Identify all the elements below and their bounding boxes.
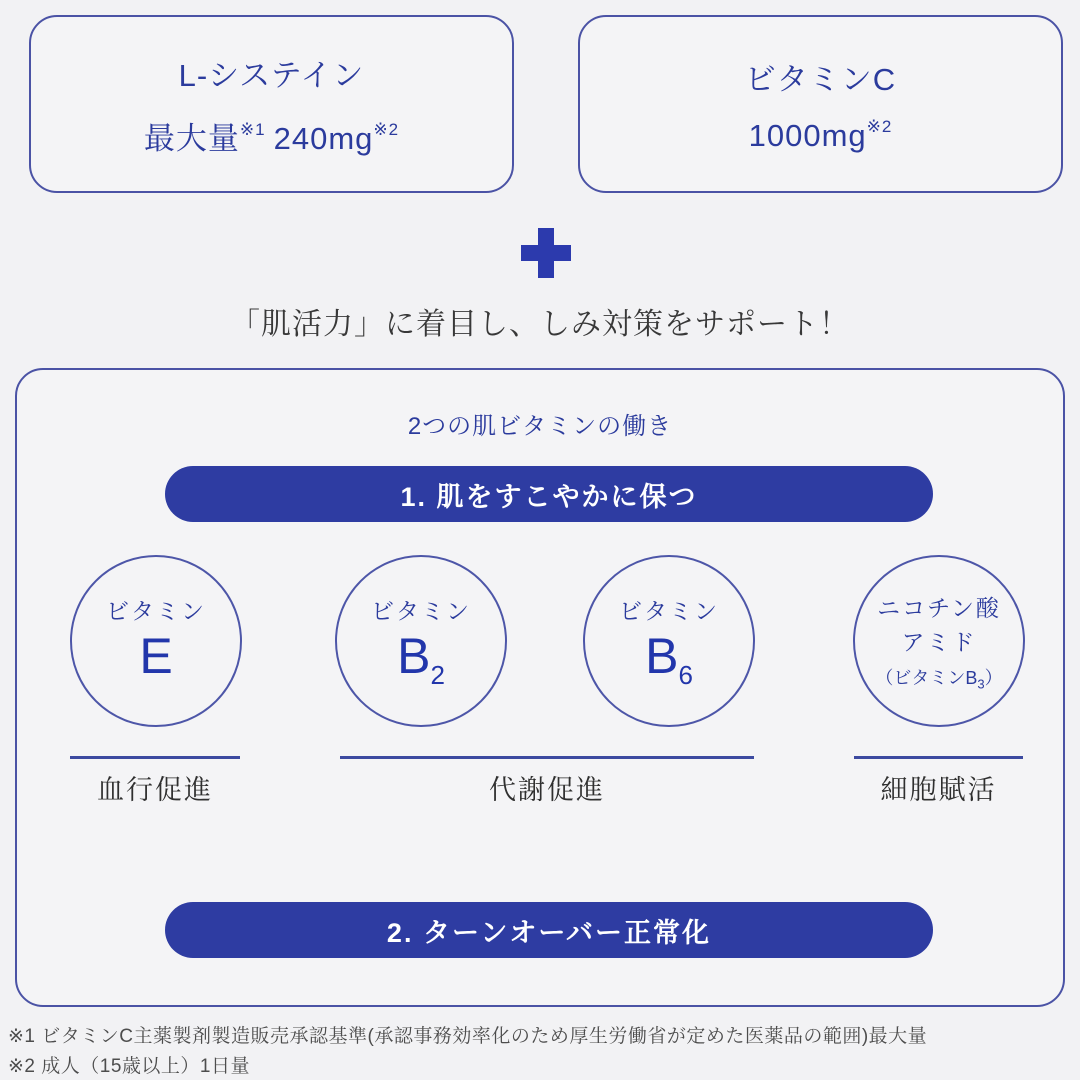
panel-title: 2つの肌ビタミンの働き	[407, 413, 673, 440]
ingredient-amount	[144, 113, 399, 158]
function-label-blood-circulation: 血行促進	[97, 775, 213, 805]
underline-cell-activation	[854, 756, 1023, 759]
footnote-2: ※2 成人（15歳以上）1日量	[8, 1056, 250, 1077]
nicotinamide-paren	[875, 664, 1002, 692]
paren-close: ）	[984, 667, 1003, 688]
paren-text: （ビタミンB	[875, 667, 978, 688]
footnote-ref-1: ※1	[239, 120, 266, 139]
letter: B	[397, 627, 431, 684]
vitamin-circle-b6	[583, 555, 755, 727]
plus-bar-vertical	[538, 228, 554, 278]
vitamin-circle-e	[70, 555, 242, 727]
ingredient-box-vitamin-c	[578, 15, 1063, 193]
vitamin-circle-b2	[335, 555, 507, 727]
ingredient-box-l-cysteine	[29, 15, 514, 193]
footnotes	[8, 1022, 1072, 1080]
vitamin-letter	[645, 627, 693, 690]
paren-subscript: 3	[977, 676, 985, 692]
section1-label: 1. 肌をすこやかに保つ	[400, 481, 698, 512]
section1-banner	[165, 466, 933, 522]
ingredient-amount	[749, 117, 893, 154]
vitamin-letter	[139, 627, 173, 689]
nicotinamide-line1: ニコチン酸	[877, 594, 1001, 621]
vitamin-word: ビタミン	[106, 597, 206, 624]
vitamin-circle-nicotinamide	[853, 555, 1025, 727]
vitamin-word: ビタミン	[371, 597, 471, 624]
function-label-cell-activation: 細胞賦活	[880, 775, 997, 805]
ingredient-name: ビタミンC	[744, 62, 897, 97]
letter: E	[139, 627, 173, 684]
plus-icon	[521, 228, 571, 278]
section2-banner	[165, 902, 933, 958]
underline-blood-circulation	[70, 756, 240, 759]
footnote-ref-2: ※2	[373, 120, 400, 139]
letter-subscript: 6	[678, 659, 693, 690]
letter-subscript: 2	[430, 659, 445, 690]
function-label-metabolism: 代謝促進	[489, 775, 605, 805]
ingredient-name: L-システイン	[178, 58, 365, 93]
letter: B	[645, 627, 679, 684]
amount-value: 240mg	[273, 121, 374, 156]
tagline: 「肌活力」に着目し、しみ対策をサポート！	[230, 308, 850, 341]
vitamin-word: ビタミン	[619, 597, 719, 624]
underline-metabolism	[340, 756, 754, 759]
footnote-1: ※1 ビタミンC主薬製剤製造販売承認基準(承認事務効率化のため厚生労働省が定めた医薬品の範囲)最大量	[8, 1026, 928, 1047]
amount-prefix: 最大量	[143, 121, 240, 156]
amount-value: 1000mg	[748, 118, 867, 153]
vitamin-function-panel	[15, 368, 1065, 1007]
vitamin-letter	[397, 627, 445, 690]
section2-label: 2. ターンオーバー正常化	[386, 917, 712, 948]
nicotinamide-line2: アミド	[901, 629, 977, 656]
footnote-ref-2: ※2	[866, 117, 893, 136]
